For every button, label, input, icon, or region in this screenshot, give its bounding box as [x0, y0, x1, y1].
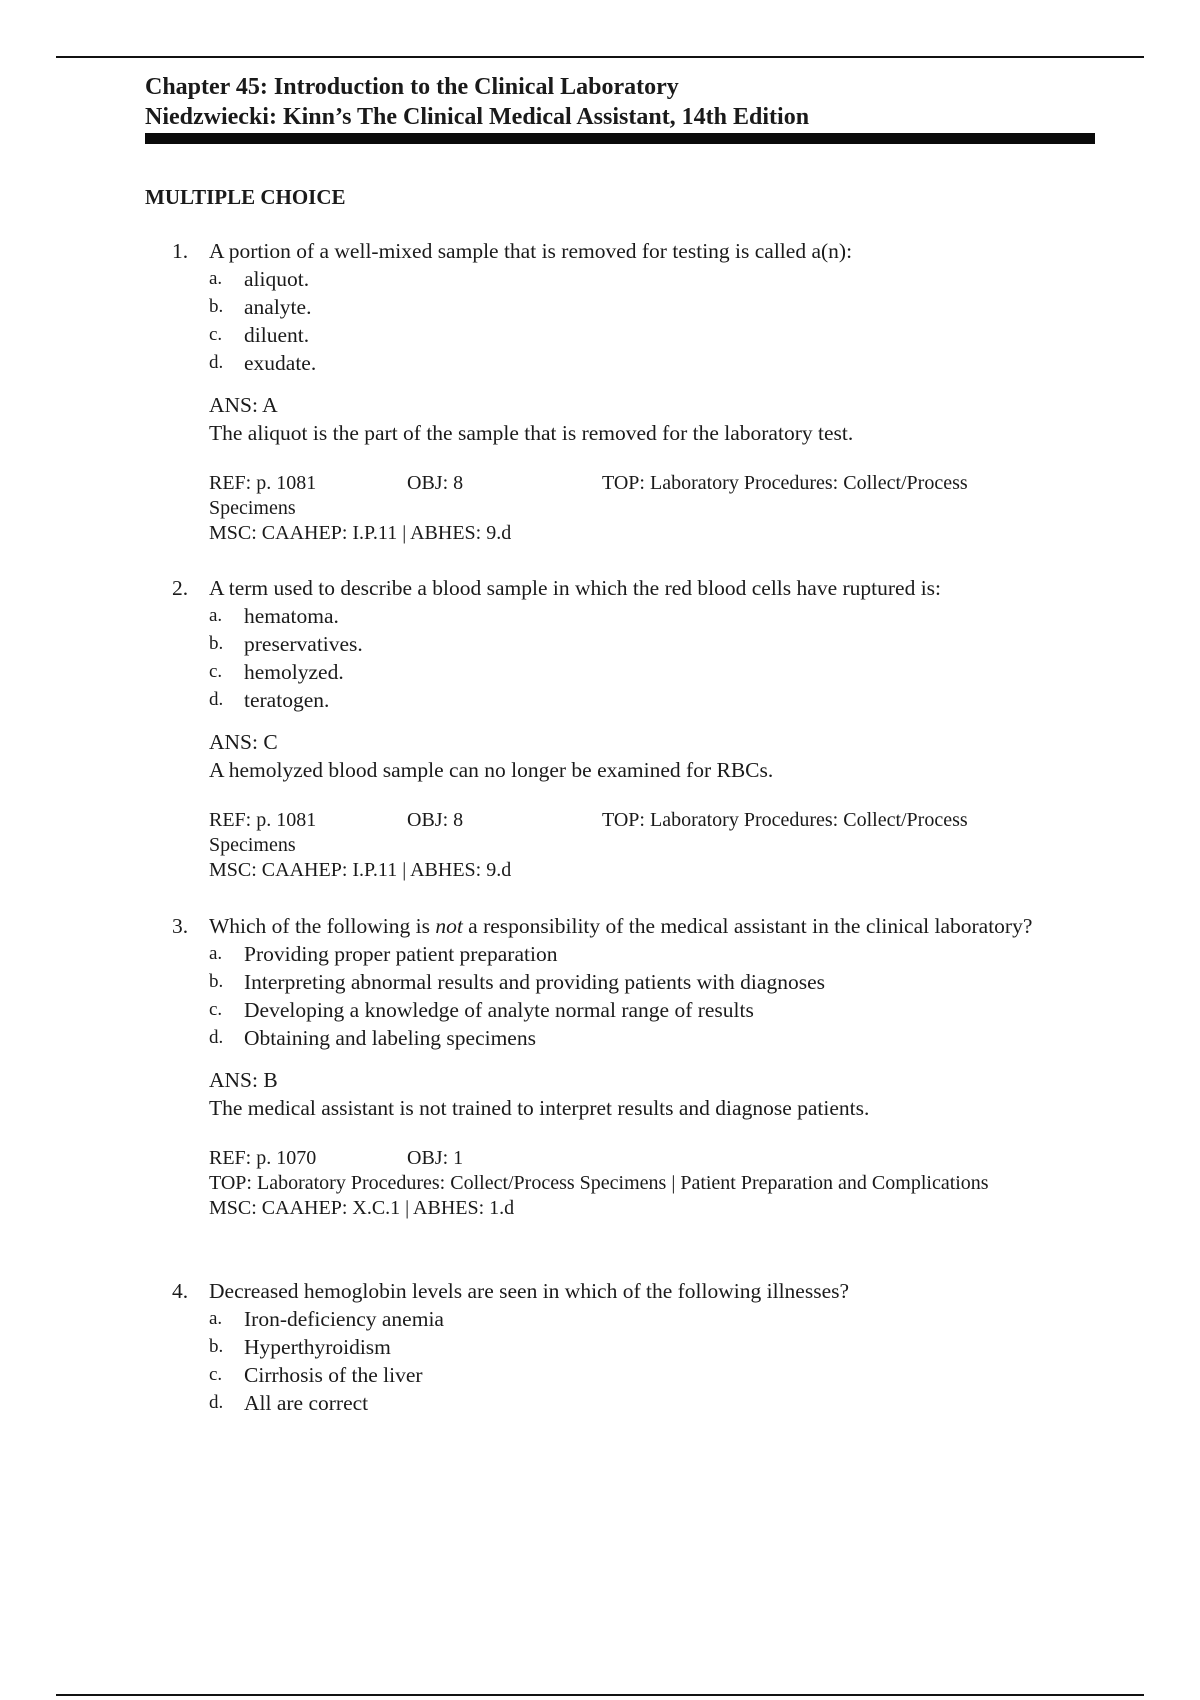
obj-label: OBJ: 8 — [407, 809, 464, 831]
question-2 — [145, 574, 1095, 883]
option-d: d. exudate. — [209, 351, 317, 375]
question-number: 4. — [172, 1279, 189, 1303]
question-metadata — [145, 1146, 1095, 1221]
book-title: Niedzwiecki: Kinn’s The Clinical Medical Assistant, 14th Edition — [145, 104, 810, 130]
ref-label: REF: p. 1070 — [209, 1147, 317, 1169]
question-metadata — [145, 808, 1095, 883]
header-bar — [145, 133, 1095, 144]
question-4 — [145, 1277, 1095, 1417]
top-label: TOP: Laboratory Procedures: Collect/Process Specimens | Patient Preparation and Complications — [209, 1172, 989, 1194]
answer-rationale: The medical assistant is not trained to interpret results and diagnose patients. — [209, 1096, 870, 1120]
top-label: TOP: Laboratory Procedures: Collect/Process — [602, 472, 968, 494]
answer-rationale: The aliquot is the part of the sample that is removed for the laboratory test. — [209, 421, 854, 445]
question-text: A term used to describe a blood sample in which the red blood cells have ruptured is: — [209, 576, 942, 600]
obj-label: OBJ: 1 — [407, 1147, 464, 1169]
question-metadata — [145, 471, 1095, 546]
answer-key: ANS: A — [209, 393, 278, 417]
section-heading: MULTIPLE CHOICE — [145, 185, 346, 209]
option-b: b. Interpreting abnormal results and providing patients with diagnoses — [209, 970, 825, 994]
option-list — [145, 265, 1095, 377]
option-a: a. Providing proper patient preparation — [209, 942, 558, 966]
question-number: 1. — [172, 239, 189, 263]
obj-label: OBJ: 8 — [407, 472, 464, 494]
document-header — [145, 72, 1095, 132]
question-text: Which of the following is not a responsibility of the medical assistant in the clinical laboratory? — [209, 914, 1033, 938]
question-stem — [145, 574, 1095, 602]
option-c: c. hemolyzed. — [209, 660, 344, 684]
answer-key: ANS: C — [209, 730, 278, 754]
option-b: b. Hyperthyroidism — [209, 1335, 391, 1359]
top-rule — [56, 56, 1144, 58]
option-d: d. Obtaining and labeling specimens — [209, 1026, 536, 1050]
chapter-title: Chapter 45: Introduction to the Clinical Laboratory — [145, 74, 679, 100]
option-list — [145, 602, 1095, 714]
ref-label: REF: p. 1081 — [209, 809, 317, 831]
option-d: d. All are correct — [209, 1391, 369, 1415]
top-label-continued: Specimens — [209, 497, 296, 519]
question-stem — [145, 237, 1095, 265]
msc-label: MSC: CAAHEP: X.C.1 | ABHES: 1.d — [209, 1197, 515, 1219]
option-c: c. Developing a knowledge of analyte normal range of results — [209, 998, 754, 1022]
question-3 — [145, 912, 1095, 1221]
top-label-continued: Specimens — [209, 834, 296, 856]
question-1 — [145, 237, 1095, 546]
question-stem — [145, 1277, 1095, 1305]
question-stem — [145, 912, 1095, 940]
answer-key: ANS: B — [209, 1068, 278, 1092]
question-number: 2. — [172, 576, 189, 600]
question-text: A portion of a well-mixed sample that is removed for testing is called a(n): — [209, 239, 853, 263]
answer-rationale: A hemolyzed blood sample can no longer be examined for RBCs. — [209, 758, 774, 782]
option-a: a. aliquot. — [209, 267, 310, 291]
option-a: a. Iron-deficiency anemia — [209, 1307, 444, 1331]
ref-label: REF: p. 1081 — [209, 472, 317, 494]
msc-label: MSC: CAAHEP: I.P.11 | ABHES: 9.d — [209, 522, 512, 544]
msc-label: MSC: CAAHEP: I.P.11 | ABHES: 9.d — [209, 859, 512, 881]
option-list — [145, 1305, 1095, 1417]
question-text: Decreased hemoglobin levels are seen in which of the following illnesses? — [209, 1279, 850, 1303]
emphasis-not: not — [435, 914, 463, 938]
option-a: a. hematoma. — [209, 604, 339, 628]
option-c: c. Cirrhosis of the liver — [209, 1363, 423, 1387]
bottom-rule — [56, 1694, 1144, 1696]
top-label: TOP: Laboratory Procedures: Collect/Process — [602, 809, 968, 831]
option-list — [145, 940, 1095, 1052]
question-number: 3. — [172, 914, 189, 938]
option-b: b. analyte. — [209, 295, 312, 319]
option-d: d. teratogen. — [209, 688, 330, 712]
option-c: c. diluent. — [209, 323, 310, 347]
option-b: b. preservatives. — [209, 632, 363, 656]
